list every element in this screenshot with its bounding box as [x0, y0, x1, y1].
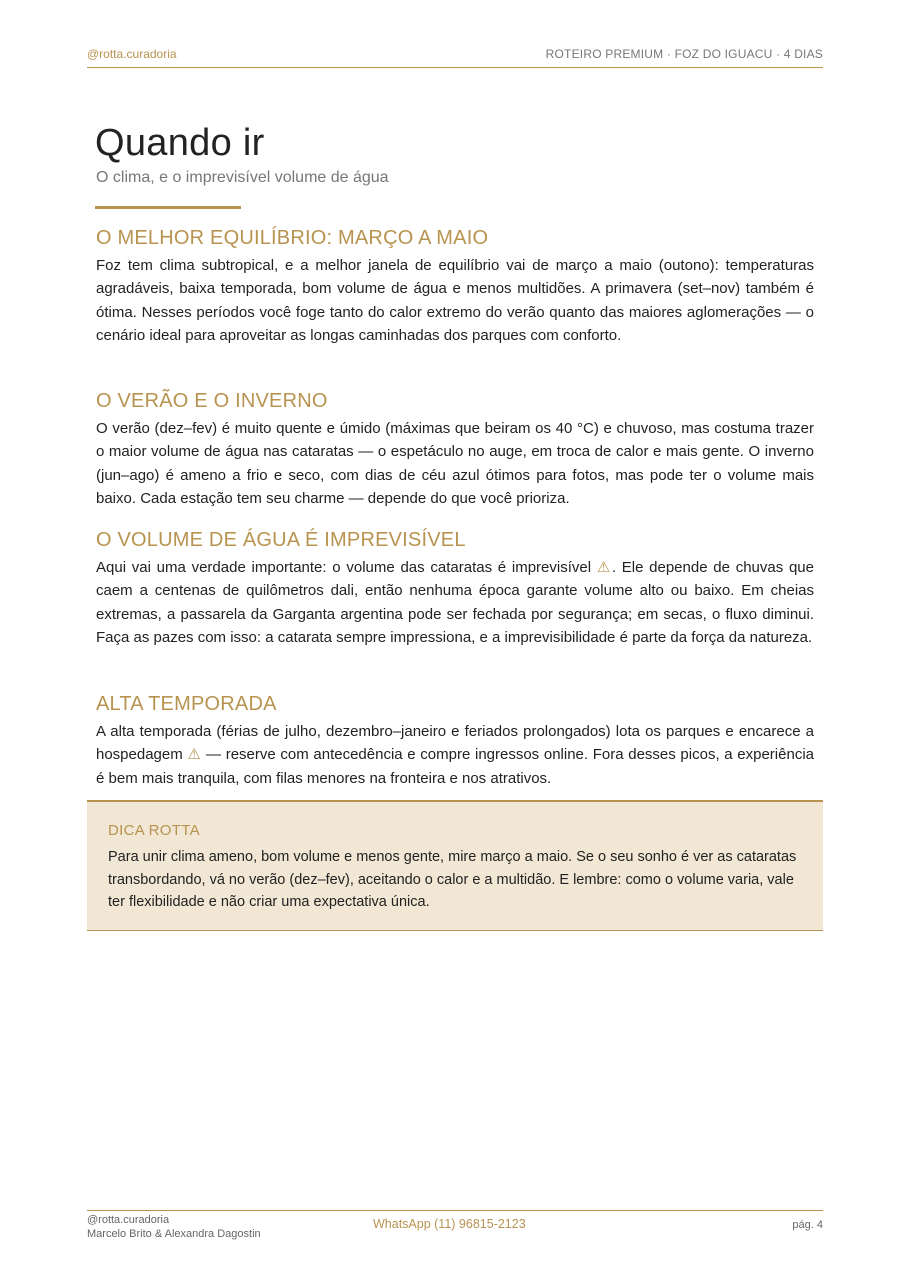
section-heading: O VERÃO E O INVERNO — [96, 390, 328, 412]
footer-credits — [87, 1214, 261, 1241]
body-text-before: Aqui vai uma verdade importante: o volume das cataratas é imprevisível — [96, 559, 597, 576]
warning-icon: ⚠ — [187, 746, 202, 764]
tip-text: Para unir clima ameno, bom volume e menos gente, mire março a maio. Se o seu sonho é ver as cataratas transbordando, vá no verão (dez–fev), aceitando o calor e a multidão. E lembre: como o volume varia, vale ter flexibilidade e não criar uma expectativa única. — [108, 849, 797, 910]
section-best-balance — [96, 226, 814, 347]
header-handle: @rotta.curadoria — [87, 47, 177, 61]
footer-page-number: pág. 4 — [792, 1219, 823, 1231]
warning-icon: ⚠ — [596, 559, 612, 576]
footer-authors: Marcelo Brito & Alexandra Dagostin — [87, 1227, 261, 1240]
section-high-season — [96, 692, 814, 790]
section-heading: ALTA TEMPORADA — [96, 693, 277, 715]
section-body — [96, 720, 814, 790]
page-subtitle: O clima, e o imprevisível volume de água — [96, 169, 389, 186]
body-text-after: — reserve com antecedência e compre ingressos online. Fora desses picos, a experiência é bem mais tranquila, com filas menores na fronteira e nos atrativos. — [96, 746, 814, 787]
footer-handle: @rotta.curadoria — [87, 1214, 170, 1226]
page-header — [87, 40, 823, 68]
section-heading: O MELHOR EQUILÍBRIO: MARÇO A MAIO — [96, 227, 489, 249]
section-body: Foz tem clima subtropical, e a melhor janela de equilíbrio vai de março a maio (outono): temperaturas agradáveis, baixa temporada, bom volume de água e menos multidões. A primavera (set–nov) também é ótima. Nesses períodos você foge tanto do calor extremo do verão quanto das maiores aglomerações — o cenário ideal para aproveitar as longas caminhadas dos parques com conforto. — [96, 257, 814, 344]
tip-box — [87, 800, 823, 931]
page-title: Quando ir — [95, 122, 265, 164]
page-footer — [87, 1210, 823, 1251]
title-underline — [95, 206, 241, 209]
section-body — [96, 556, 814, 649]
body-text-after: . Ele depende de chuvas que caem a centenas de quilômetros dali, então nenhuma época garante volume alto ou baixo. Em cheias extremas, a passarela da Garganta argentina pode ser fechada por segurança; em secas, o fluxo diminui. Faça as pazes com isso: a catarata sempre impressiona, e a imprevisibilidade é parte da força da natureza. — [96, 559, 814, 646]
section-body: O verão (dez–fev) é muito quente e úmido (máximas que beiram os 40 °C) e chuvoso, mas costuma trazer o maior volume de água nas cataratas — o espetáculo no auge, em troca de calor e mais gente. O inverno (jun–ago) é ameno a frio e seco, com dias de céu azul ótimos para fotos, mas pode ter o volume mais baixo. Cada estação tem seu charme — depende do que você prioriza. — [96, 420, 814, 507]
section-summer-winter — [96, 389, 814, 510]
section-water-volume — [96, 528, 814, 649]
section-heading: O VOLUME DE ÁGUA É IMPREVISÍVEL — [96, 529, 466, 551]
header-doc-label: ROTEIRO PREMIUM · FOZ DO IGUACU · 4 DIAS — [545, 47, 823, 61]
footer-whatsapp-contact: WhatsApp (11) 96815-2123 — [373, 1217, 526, 1231]
body-text-before: A alta temporada (férias de julho, dezembro–janeiro e feriados prolongados) lota os parques e encarece a hospedagem — [96, 723, 814, 764]
tip-title: DICA ROTTA — [108, 822, 200, 839]
